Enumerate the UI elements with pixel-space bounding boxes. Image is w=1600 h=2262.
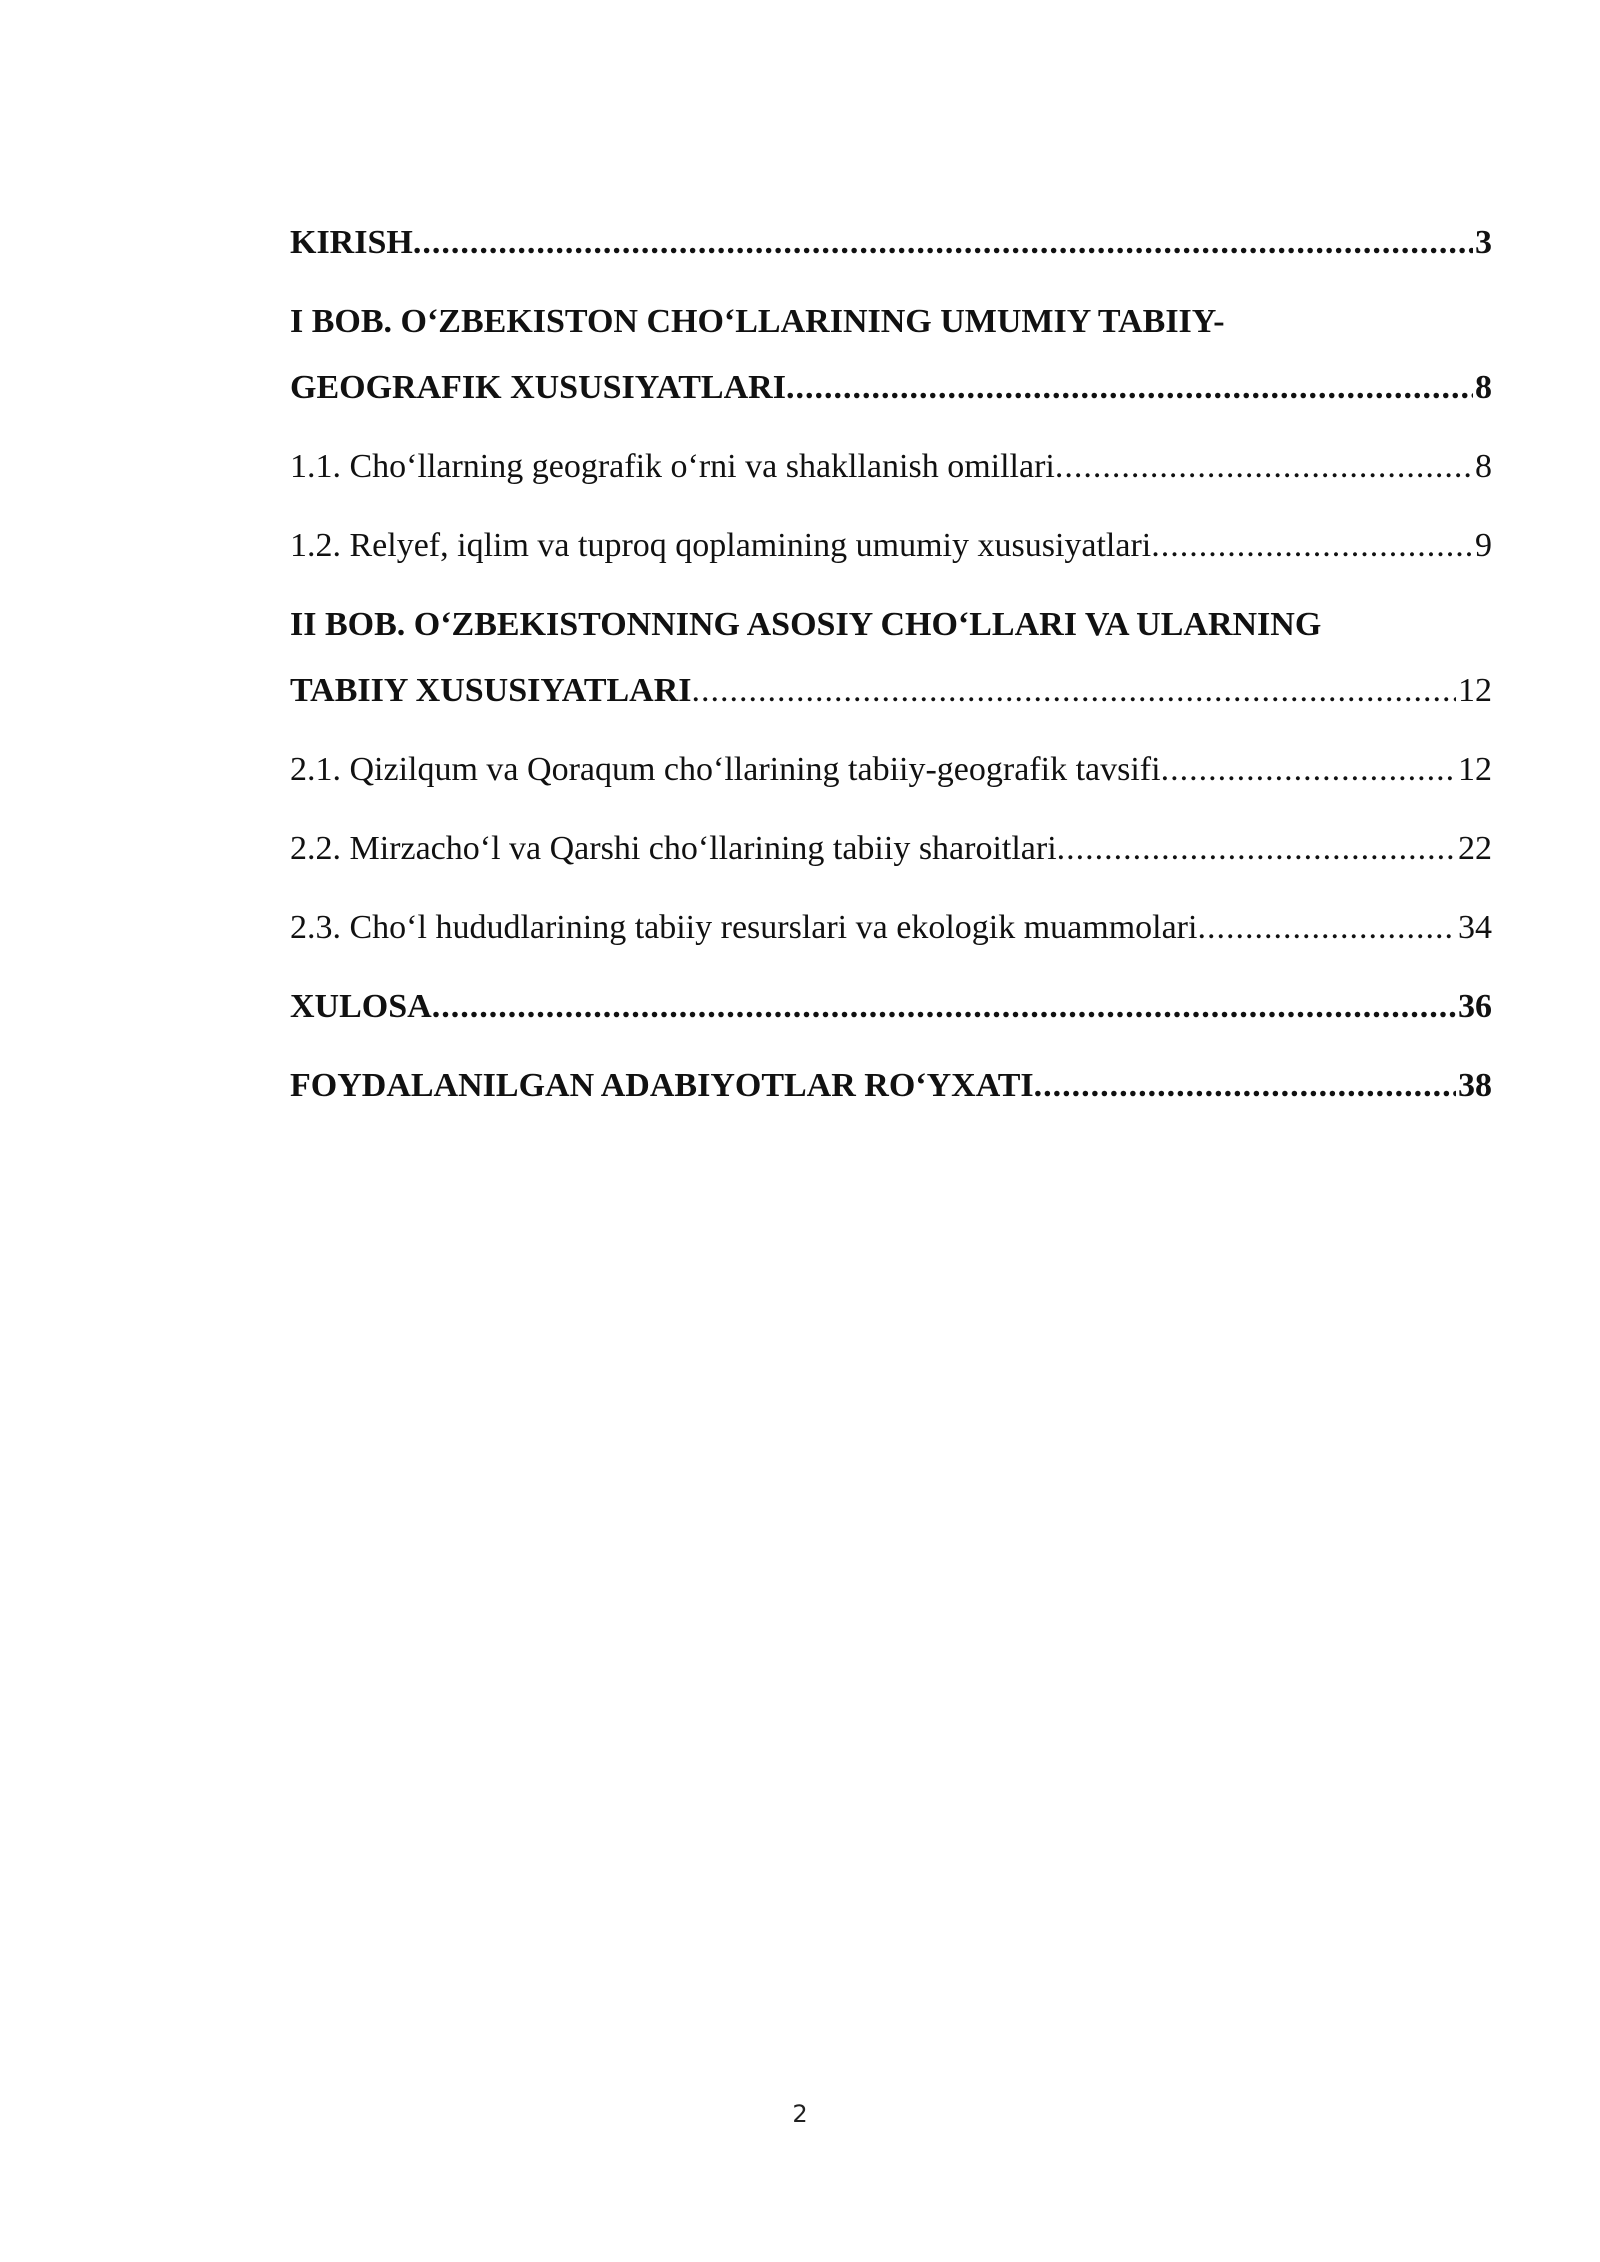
toc-entry-page: 34 — [1458, 909, 1492, 946]
toc-chapter2-line1: II BOB. O‘ZBEKISTONNING ASOSIY CHO‘LLARI VA ULARNING — [290, 606, 1322, 643]
dot-leader — [786, 355, 1473, 421]
toc-entry-page: 38 — [1458, 1067, 1492, 1104]
toc-entry-title: XULOSA — [290, 988, 432, 1025]
dot-leader — [413, 210, 1473, 276]
toc-entry-title: TABIIY XUSUSIYATLARI — [290, 672, 692, 709]
toc-entry-title: 1.1. Cho‘llarning geografik o‘rni va shakllanish omillari — [290, 448, 1055, 485]
dot-leader — [1034, 1053, 1456, 1119]
toc-entry-title: KIRISH — [290, 224, 413, 261]
toc-entry-page: 9 — [1475, 527, 1492, 564]
toc-entry-section-1-2 — [290, 513, 1492, 579]
toc-entry-chapter2 — [290, 658, 1492, 724]
toc-entry-page: 12 — [1458, 672, 1492, 709]
toc-entry-title: 2.2. Mirzacho‘l va Qarshi cho‘llarining tabiiy sharoitlari — [290, 830, 1057, 867]
toc-entry-title: 1.2. Relyef, iqlim va tuproq qoplamining umumiy xususiyatlari — [290, 527, 1152, 564]
toc-entry-title: GEOGRAFIK XUSUSIYATLARI — [290, 369, 786, 406]
dot-leader — [1151, 513, 1473, 579]
page-number: 2 — [792, 2100, 808, 2128]
table-of-contents — [290, 210, 1492, 1119]
toc-entry-page: 36 — [1458, 988, 1492, 1025]
toc-entry-title: 2.3. Cho‘l hududlarining tabiiy resurslari va ekologik muammolari — [290, 909, 1198, 946]
toc-entry-title: 2.1. Qizilqum va Qoraqum cho‘llarining tabiiy-geografik tavsifi — [290, 751, 1161, 788]
toc-entry-section-1-1 — [290, 434, 1492, 500]
toc-entry-page: 3 — [1475, 224, 1492, 261]
toc-entry-section-2-3 — [290, 895, 1492, 961]
toc-entry-intro — [290, 210, 1492, 276]
toc-entry-page: 8 — [1475, 369, 1492, 406]
toc-entry-section-2-2 — [290, 816, 1492, 882]
toc-entry-page: 12 — [1458, 751, 1492, 788]
toc-entry-conclusion — [290, 974, 1492, 1040]
dot-leader — [1057, 816, 1456, 882]
dot-leader — [432, 974, 1456, 1040]
toc-entry-page: 22 — [1458, 830, 1492, 867]
toc-entry-page: 8 — [1475, 448, 1492, 485]
dot-leader — [692, 658, 1456, 724]
dot-leader — [1197, 895, 1456, 961]
toc-entry-references — [290, 1053, 1492, 1119]
toc-entry-chapter1 — [290, 355, 1492, 421]
dot-leader — [1055, 434, 1473, 500]
toc-entry-title: FOYDALANILGAN ADABIYOTLAR RO‘YXATI — [290, 1067, 1034, 1104]
toc-entry-section-2-1 — [290, 737, 1492, 803]
toc-chapter1-line1: I BOB. O‘ZBEKISTON CHO‘LLARINING UMUMIY TABIIY- — [290, 303, 1225, 340]
dot-leader — [1161, 737, 1456, 803]
